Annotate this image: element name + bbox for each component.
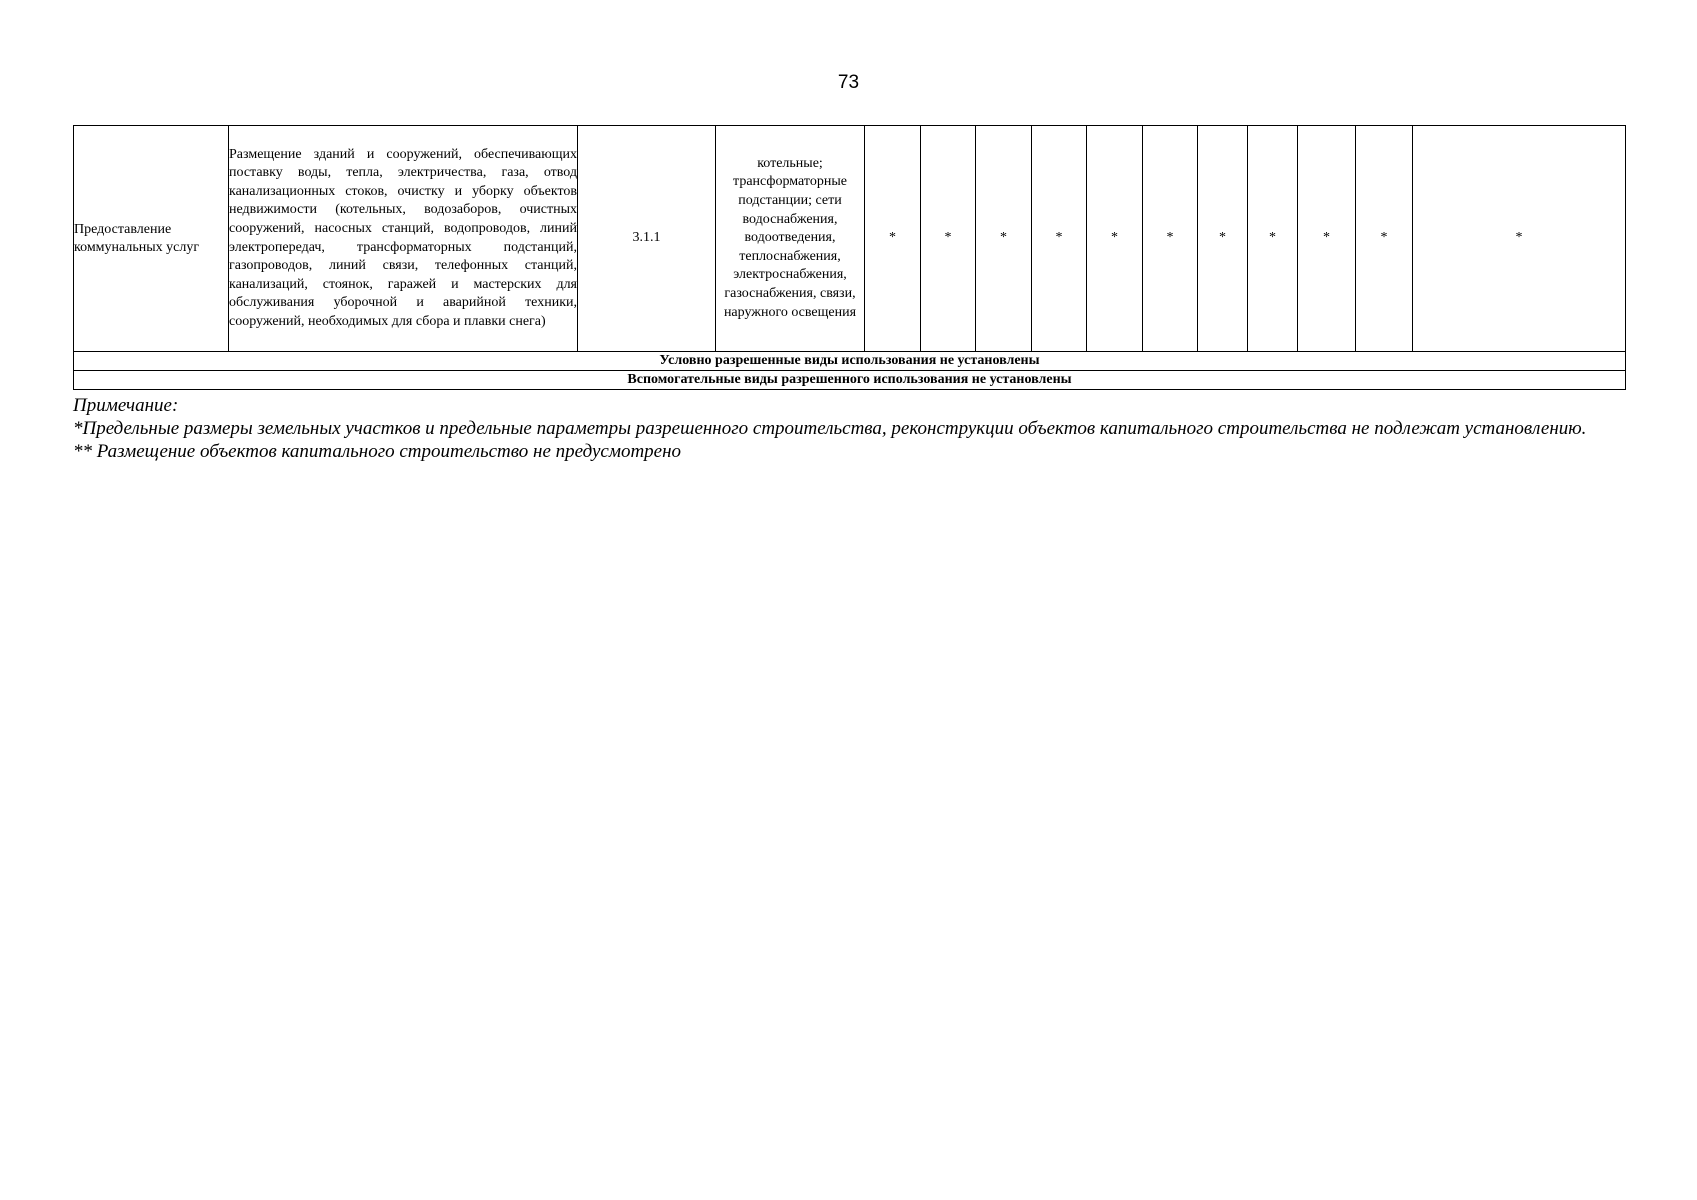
- use-type-description: Размещение зданий и сооружений, обеспечивающих поставку воды, тепла, электричества, газа, отвод канализационных стоков, очистку и уборку объектов недвижимости (котельных, водозаборов, очистных сооружений, насосных станций, водопроводов, линий электропередач, трансформаторных подстанций, газопроводов, линий связи, телефонных станций, канализаций, стоянок, гаражей и мастерских для обслуживания уборочной и аварийной техники, сооружений, необходимых для сбора и плавки снега): [229, 126, 578, 352]
- param-cell: *: [1298, 126, 1356, 352]
- note-second: ** Размещение объектов капитального строительство не предусмотрено: [73, 441, 682, 462]
- use-type-code: 3.1.1: [578, 126, 716, 352]
- param-cell: *: [1087, 126, 1143, 352]
- conditional-uses-row: Условно разрешенные виды использования не установлены: [74, 352, 1626, 371]
- param-cell: *: [1356, 126, 1413, 352]
- note-first: *Предельные размеры земельных участков и предельные параметры разрешенного строительства, реконструкции объектов капитального строительства не подлежат установлению.: [73, 418, 1587, 439]
- notes-title: Примечание:: [73, 395, 179, 416]
- param-cell: *: [1413, 126, 1626, 352]
- permitted-objects: котельные; трансформаторные подстанции; сети водоснабжения, водоотведения, теплоснабжения, электроснабжения, газоснабжения, связи, наружного освещения: [716, 126, 865, 352]
- table-row: [74, 352, 1626, 371]
- param-cell: *: [865, 126, 921, 352]
- param-cell: *: [1032, 126, 1087, 352]
- table-row: [74, 126, 1626, 352]
- auxiliary-uses-row: Вспомогательные виды разрешенного использования не установлены: [74, 371, 1626, 390]
- page-number: 73: [837, 72, 860, 93]
- param-cell: *: [1143, 126, 1198, 352]
- land-use-table: [73, 125, 1626, 390]
- param-cell: *: [1248, 126, 1298, 352]
- table-row: [74, 371, 1626, 390]
- param-cell: *: [1198, 126, 1248, 352]
- notes-block: [73, 394, 1625, 463]
- use-type-name: Предоставление коммунальных услуг: [74, 126, 229, 352]
- param-cell: *: [976, 126, 1032, 352]
- param-cell: *: [921, 126, 976, 352]
